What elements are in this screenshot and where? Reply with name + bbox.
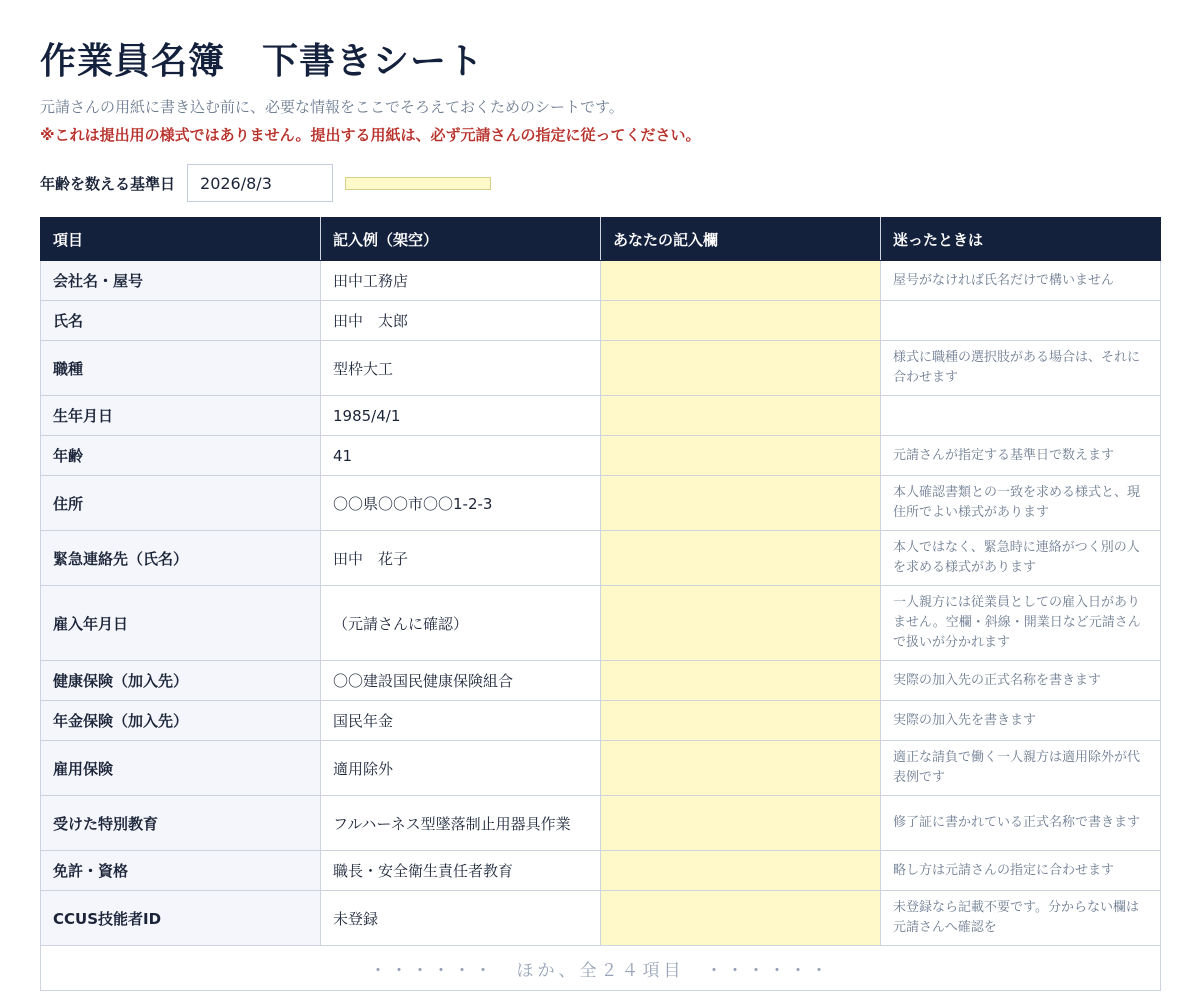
row-entry-cell	[601, 741, 881, 796]
row-help-text: 様式に職種の選択肢がある場合は、それに合わせます	[881, 341, 1161, 396]
page-title: 作業員名簿 下書きシート	[40, 41, 485, 82]
row-example-value: フルハーネス型墜落制止用器具作業	[321, 796, 601, 851]
row-entry-cell	[601, 476, 881, 531]
row-entry-input[interactable]	[601, 302, 880, 340]
row-help-text: 元請さんが指定する基準日で数えます	[881, 436, 1161, 476]
row-entry-input[interactable]	[601, 662, 880, 700]
row-item-label: 年金保険（加入先）	[41, 701, 321, 741]
row-item-label: 職種	[41, 341, 321, 396]
row-example-value: 職長・安全衛生責任者教育	[321, 851, 601, 891]
row-entry-cell	[601, 661, 881, 701]
base-date-highlight	[345, 177, 491, 190]
row-help-text: 略し方は元請さんの指定に合わせます	[881, 851, 1161, 891]
row-item-label: 健康保険（加入先）	[41, 661, 321, 701]
row-example-value: 〇〇建設国民健康保険組合	[321, 661, 601, 701]
row-entry-cell	[601, 341, 881, 396]
submission-warning: ※これは提出用の様式ではありません。提出する用紙は、必ず元請さんの指定に従ってください。	[40, 126, 701, 144]
row-entry-cell	[601, 851, 881, 891]
table-row	[41, 476, 1161, 531]
row-entry-cell	[601, 301, 881, 341]
row-entry-input[interactable]	[601, 262, 880, 300]
row-entry-cell	[601, 396, 881, 436]
row-example-value: 〇〇県〇〇市〇〇1-2-3	[321, 476, 601, 531]
row-item-label: 住所	[41, 476, 321, 531]
column-header-entry: あなたの記入欄	[601, 218, 881, 261]
table-row	[41, 701, 1161, 741]
row-entry-input[interactable]	[601, 852, 880, 890]
more-items-text: ・・・・・・ ほか、全２４項目 ・・・・・・	[41, 946, 1161, 991]
row-example-value: 1985/4/1	[321, 396, 601, 436]
row-help-text: 一人親方には従業員としての雇入日がありません。空欄・斜線・開業日など元請さんで扱いが分かれます	[881, 586, 1161, 661]
row-item-label: 生年月日	[41, 396, 321, 436]
row-entry-cell	[601, 796, 881, 851]
row-help-text: 実際の加入先の正式名称を書きます	[881, 661, 1161, 701]
row-entry-input[interactable]	[601, 899, 880, 937]
row-help-text: 屋号がなければ氏名だけで構いません	[881, 261, 1161, 301]
page-description: 元請さんの用紙に書き込む前に、必要な情報をここでそろえておくためのシートです。	[40, 98, 624, 116]
row-example-value: 41	[321, 436, 601, 476]
row-example-value: 型枠大工	[321, 341, 601, 396]
row-entry-input[interactable]	[601, 749, 880, 787]
row-example-value: 田中 花子	[321, 531, 601, 586]
row-example-value: 田中工務店	[321, 261, 601, 301]
table-row	[41, 851, 1161, 891]
row-entry-input[interactable]	[601, 804, 880, 842]
row-help-text: 修了証に書かれている正式名称で書きます	[881, 796, 1161, 851]
row-help-text: 未登録なら記載不要です。分からない欄は元請さんへ確認を	[881, 891, 1161, 946]
table-row	[41, 796, 1161, 851]
draft-sheet	[40, 38, 1160, 991]
row-entry-input[interactable]	[601, 437, 880, 475]
row-entry-input[interactable]	[601, 702, 880, 740]
table-row	[41, 891, 1161, 946]
row-entry-input[interactable]	[601, 484, 880, 522]
row-entry-input[interactable]	[601, 539, 880, 577]
base-date-label: 年齢を数える基準日	[40, 174, 176, 193]
row-help-text	[881, 301, 1161, 341]
row-item-label: 雇入年月日	[41, 586, 321, 661]
row-item-label: 会社名・屋号	[41, 261, 321, 301]
row-item-label: CCUS技能者ID	[41, 891, 321, 946]
row-entry-input[interactable]	[601, 349, 880, 387]
table-row	[41, 301, 1161, 341]
base-date-input[interactable]	[187, 164, 333, 202]
row-example-value: 田中 太郎	[321, 301, 601, 341]
table-row	[41, 396, 1161, 436]
column-header-example: 記入例（架空）	[321, 218, 601, 261]
row-entry-cell	[601, 436, 881, 476]
more-items-row	[41, 946, 1161, 991]
table-body	[41, 261, 1161, 991]
row-help-text: 適正な請負で働く一人親方は適用除外が代表例です	[881, 741, 1161, 796]
row-entry-cell	[601, 586, 881, 661]
roster-table	[40, 217, 1161, 991]
row-item-label: 受けた特別教育	[41, 796, 321, 851]
column-header-help: 迷ったときは	[881, 218, 1161, 261]
row-entry-cell	[601, 531, 881, 586]
table-row	[41, 531, 1161, 586]
base-date-row	[40, 164, 1160, 202]
column-header-item: 項目	[41, 218, 321, 261]
row-item-label: 免許・資格	[41, 851, 321, 891]
table-header	[41, 218, 1161, 261]
table-row	[41, 261, 1161, 301]
row-entry-input[interactable]	[601, 397, 880, 435]
row-help-text: 実際の加入先を書きます	[881, 701, 1161, 741]
row-help-text: 本人確認書類との一致を求める様式と、現住所でよい様式があります	[881, 476, 1161, 531]
table-row	[41, 341, 1161, 396]
row-entry-cell	[601, 261, 881, 301]
row-example-value: 未登録	[321, 891, 601, 946]
row-entry-input[interactable]	[601, 604, 880, 642]
row-help-text: 本人ではなく、緊急時に連絡がつく別の人を求める様式があります	[881, 531, 1161, 586]
header-row	[41, 218, 1161, 261]
table-row	[41, 436, 1161, 476]
table-row	[41, 661, 1161, 701]
row-example-value: （元請さんに確認）	[321, 586, 601, 661]
row-item-label: 雇用保険	[41, 741, 321, 796]
row-entry-cell	[601, 891, 881, 946]
table-row	[41, 741, 1161, 796]
row-item-label: 氏名	[41, 301, 321, 341]
row-example-value: 国民年金	[321, 701, 601, 741]
row-item-label: 年齢	[41, 436, 321, 476]
row-entry-cell	[601, 701, 881, 741]
row-example-value: 適用除外	[321, 741, 601, 796]
row-item-label: 緊急連絡先（氏名）	[41, 531, 321, 586]
row-help-text	[881, 396, 1161, 436]
table-row	[41, 586, 1161, 661]
